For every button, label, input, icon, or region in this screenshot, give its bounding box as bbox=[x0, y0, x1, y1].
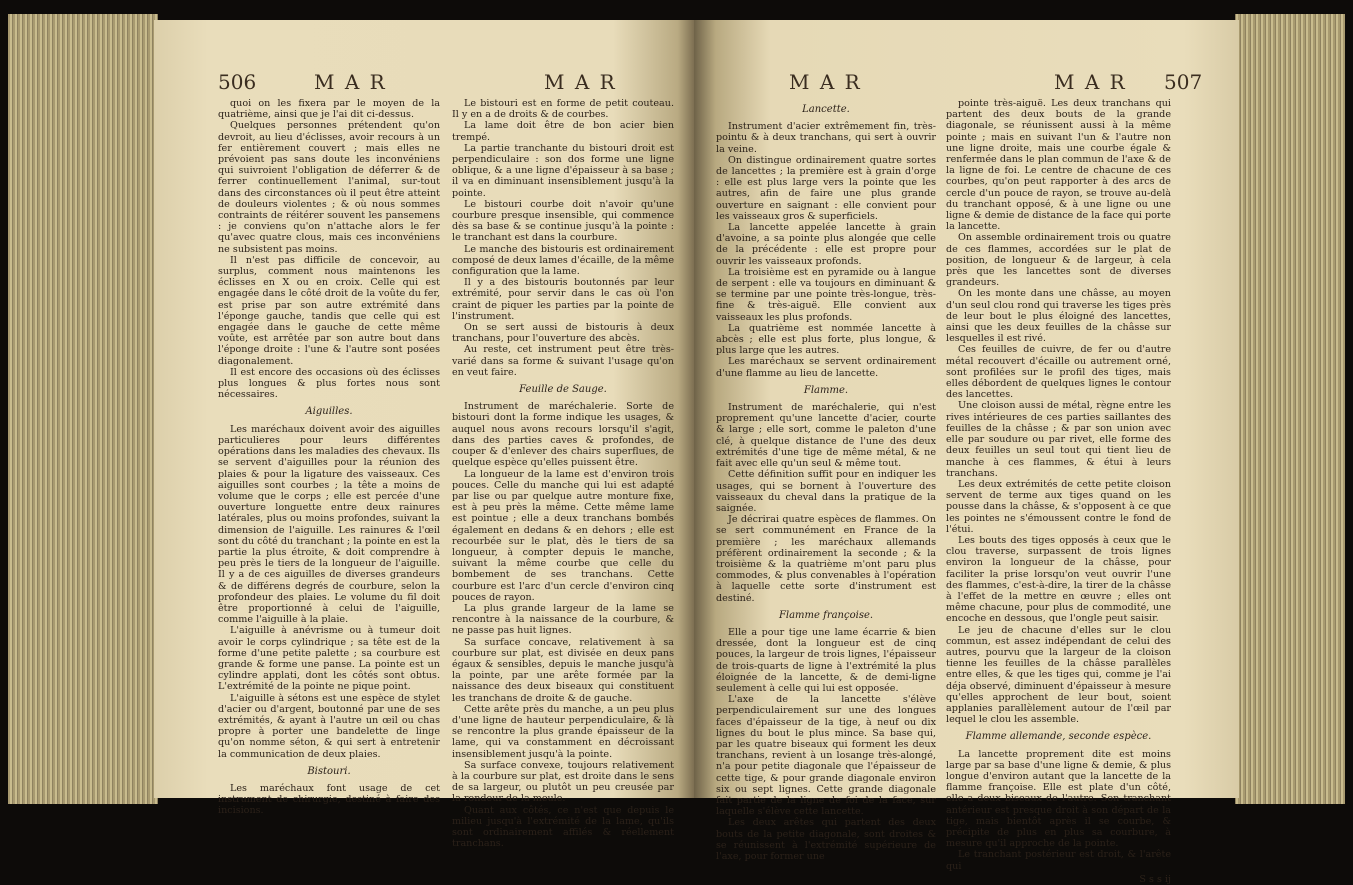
paragraph: Sa surface concave, relativement à sa courbure sur plat, est divisée en deux pans égaux & sensibles, depuis le manche jusqu'à la pointe, par une arête formée par la naissance des deux biseaux qui constituent les tranchans de droite & de gauche. bbox=[452, 636, 674, 704]
page-number-right: 507 bbox=[1164, 70, 1203, 94]
running-head-right-1: M A R bbox=[789, 70, 862, 94]
paragraph: Instrument de maréchalerie, qui n'est proprement qu'une lancette d'acier, courte & large ; elle sort, comme le paleton d'une clé, à quelque distance de l'une des deux extrémités d'une tige de même métal, & ne fait avec elle qu'un seul & même tout. bbox=[716, 402, 936, 470]
paragraph: quoi on les fixera par le moyen de la quatrième, ainsi que je l'ai dit ci-dessus. bbox=[218, 98, 440, 121]
left-page bbox=[154, 20, 694, 850]
paragraph: Les maréchaux doivent avoir des aiguilles particulieres pour leurs différentes opérations dans les maladies des chevaux. Ils se servent d'aiguilles pour la réunion des plaies & pour la ligature des vaisseaux. Ces aiguilles sont courbes ; la tête a moins de volume que le corps ; elle est percée d'une ouverture longuette entre deux rainures latérales, plus ou moins profondes, suivant la dimension de l'aiguille. Les rainures & l'œil sont du côté du tranchant ; la pointe en est la partie la plus étroite, & doit comprendre à peu près le tiers de la longueur de l'aiguille. Il y a de ces aiguilles de diverses grandeurs & de différens degrés de courbure, selon la profondeur des plaies. Le volume du fil doit être proportionné à celui de l'aiguille, comme l'aiguille à la plaie. bbox=[218, 423, 441, 626]
running-head-left-2: M A R bbox=[544, 70, 617, 94]
running-head-right-2: M A R bbox=[1054, 70, 1127, 94]
page-stack-right bbox=[1235, 14, 1345, 804]
paragraph: L'axe de la lancette s'élève perpendiculairement sur une des longues faces d'épaisseur de la tige, à neuf ou dix lignes du bout le plus mince. Sa base qui, par les quatre biseaux qui forment les deux tranchans, revient à un losange très-alongé, n'a pour petite diagonale que l'épaisseur de cette tige, & pour grande diagonale environ six ou sept lignes. Cette grande diagonale fait partie de la ligne de foi de la face, sur laquelle s'élève cette lancette. bbox=[716, 694, 936, 818]
paragraph: On distingue ordinairement quatre sortes de lancettes ; la première est à grain d'orge : elle est plus large vers la pointe que les autres, afin de faire une plus grande ouverture en saignant : elle convient pour les vaisseaux gros & superficiels. bbox=[716, 154, 936, 222]
section-heading: Aiguilles. bbox=[305, 406, 353, 418]
paragraph: Les maréchaux font usage de cet instrument de chirurgie, destiné à faire des incisions. bbox=[218, 782, 440, 817]
paragraph: Instrument d'acier extrêmement fin, très-pointu & à deux tranchans, qui sert à ouvrir la veine. bbox=[716, 121, 936, 155]
paragraph: On assemble ordinairement trois ou quatre de ces flammes, accordées sur le plat de position, de longueur & de largeur, à cela près que les lancettes sont de diverses grandeurs. bbox=[946, 232, 1171, 289]
paragraph: La lame doit être de bon acier bien trempé. bbox=[452, 120, 674, 143]
paragraph: Ces feuilles de cuivre, de fer ou d'autre métal recouvert d'écaille ou autrement orné, sont profilées sur le profil des tiges, mais elles débordent de quelques lignes le contour des lancettes. bbox=[946, 344, 1171, 401]
paragraph: Les deux arêtes qui partent des deux bouts de la petite diagonale, sont droites & se réunissent à l'extrémité supérieure de l'axe, pour former une bbox=[716, 817, 936, 862]
paragraph: La partie tranchante du bistouri droit est perpendiculaire : son dos forme une ligne oblique, & a une ligne d'épaisseur à sa base ; il va en diminuant insensiblement jusqu'à la pointe. bbox=[452, 142, 674, 199]
right-page bbox=[694, 20, 1239, 885]
paragraph: L'aiguille à anévrisme ou à tumeur doit avoir le corps cylindrique ; sa tête est de la forme d'une petite palette ; sa courbure est grande & forme une panse. La pointe est un cylindre applati, dont les côtés sont obtus. L'extrémité de la pointe ne pique point. bbox=[218, 625, 440, 693]
paragraph: La lancette appelée lancette à grain d'avoine, a sa pointe plus alongée que celle de la précédente : elle est propre pour ouvrir les vaisseaux profonds. bbox=[716, 222, 936, 267]
paragraph: Quant aux côtés, ce n'est que depuis le milieu jusqu'à l'extrémité de la lame, qu'ils sont ordinairement affilés & réellement tranchans. bbox=[452, 804, 674, 850]
right-column-1 bbox=[716, 98, 936, 862]
paragraph: On les monte dans une châsse, au moyen d'un seul clou rond qui traverse les tiges près de leur bout le plus éloigné des lancettes, ainsi que les deux feuilles de la châsse sur lesquelles il est rivé. bbox=[946, 288, 1171, 345]
paragraph: La plus grande largeur de la lame se rencontre à la naissance de la courbure, & ne passe pas huit lignes. bbox=[452, 602, 674, 637]
paragraph: Le bistouri courbe doit n'avoir qu'une courbure presque insensible, qui commence dès sa base & se continue jusqu'à la pointe : le tranchant est dans la courbure. bbox=[452, 198, 674, 244]
paragraph: La lancette proprement dite est moins large par sa base d'une ligne & demie, & plus longue d'environ autant que la lancette de la flamme françoise. Elle est plate d'un côté, elle a deux biseaux de l'autre. Son tranchant antérieur est presque droit à son départ de la tige, mais bientôt après il se courbe, & précipite de plus en plus sa courbure, à mesure qu'il approche de la pointe. bbox=[946, 748, 1171, 850]
right-column-2 bbox=[946, 98, 1171, 885]
paragraph: La troisième est en pyramide ou à langue de serpent : elle va toujours en diminuant & se termine par une pointe très-longue, très-fine & très-aiguë. Elle convient aux vaisseaux les plus profonds. bbox=[716, 266, 936, 323]
paragraph: L'aiguille à sétons est une espèce de stylet d'acier ou d'argent, boutonné par une de ses extrémités, & ayant à l'autre un œil ou chas propre à porter une bandelette de linge qu'on nomme séton, & qui sert à entretenir la communication de deux plaies. bbox=[218, 692, 440, 760]
signature-mark: S s s ij bbox=[1139, 873, 1171, 885]
page-number-left: 506 bbox=[218, 70, 257, 94]
paragraph: pointe très-aiguë. Les deux tranchans qui partent des deux bouts de la grande diagonale, se réunissent aussi à la même pointe ; mais en suivant l'un & l'autre non une ligne droite, mais une courbe égale & renfermée dans le plan commun de l'axe & de la ligne de foi. Le centre de chacune de ces courbes, qu'on peut rapporter à des arcs de cercle d'un pouce de rayon, se trouve au-delà du tranchant opposé, & à une ligne ou une ligne & demie de distance de la face qui porte la lancette. bbox=[946, 98, 1171, 233]
paragraph: Les bouts des tiges opposés à ceux que le clou traverse, surpassent de trois lignes environ la longueur de la châsse, pour faciliter la prise lorsqu'on veut ouvrir l'une des flammes, c'est-à-dire, la tirer de la châsse à l'effet de la mettre en œuvre ; elles ont même chacune, pour plus de commodité, une encoche en dessous, que l'ongle peut saisir. bbox=[946, 534, 1171, 625]
paragraph: Elle a pour tige une lame écarrie & bien dressée, dont la longueur est de cinq pouces, la largeur de trois lignes, l'épaisseur de trois-quarts de ligne à l'extrémité la plus éloignée de la lancette, & de demi-ligne seulement à celle qui lui est opposée. bbox=[716, 626, 936, 694]
paragraph: Instrument de maréchalerie. Sorte de bistouri dont la forme indique les usages, & auquel nous avons recours lorsqu'il s'agit, dans des parties caves & profondes, de couper & d'enlever des chairs superflues, de quelque espèce qu'elles puissent être. bbox=[452, 401, 674, 469]
paragraph: Le bistouri est en forme de petit couteau. Il y en a de droits & de courbes. bbox=[452, 98, 674, 121]
paragraph: Le jeu de chacune d'elles sur le clou commun, est assez indépendant de celui des autres, pourvu que la largeur de la cloison tienne les feuilles de la châsse parallèles entre elles, & que les tiges qui, comme je l'ai déja observé, diminuent d'épaisseur à mesure qu'elles approchent de leur bout, soient applanies parallèlement autour de l'œil par lequel le clou les assemble. bbox=[946, 624, 1171, 726]
paragraph: Cette définition suffit pour en indiquer les usages, qui se bornent à l'ouverture des vaisseaux du cheval dans la pratique de la saignée. bbox=[716, 469, 936, 514]
running-head-left-1: M A R bbox=[314, 70, 387, 94]
section-heading: Bistouri. bbox=[307, 765, 351, 777]
section-heading: Flamme. bbox=[803, 384, 849, 396]
section-heading: Flamme françoise. bbox=[778, 609, 874, 621]
paragraph: Une cloison aussi de métal, règne entre les rives intérieures de ces parties saillantes des feuilles de la châsse ; & par son union avec elle par soudure ou par rivet, elle forme des deux feuilles un seul tout qui tient lieu de manche à ces flammes, & étui à leurs tranchans. bbox=[946, 400, 1171, 479]
paragraph: Quelques personnes prétendent qu'on devroit, au lieu d'éclisses, avoir recours à un fer entièrement couvert ; mais elles ne prévoient pas sans doute les inconvéniens qui suivroient l'obligation de déferrer & de ferrer continuellement l'animal, sur-tout dans des circonstances où il peut être atteint de douleurs violentes ; & où nous sommes contraints de réitérer souvent les pansemens : je conviens qu'on n'attache alors le fer qu'avec quatre clous, mais ces inconvéniens ne subsistent pas moins. bbox=[218, 120, 440, 255]
paragraph: Au reste, cet instrument peut être très-varié dans sa forme & suivant l'usage qu'on en veut faire. bbox=[452, 344, 674, 378]
paragraph: Il n'est pas difficile de concevoir, au surplus, comment nous maintenons les éclisses en X ou en croix. Celle qui est engagée dans le côté droit de la voûte du fer, est prise par son autre extrémité dans l'éponge gauche, tandis que celle qui est engagée dans le gauche de cette même voûte, est arrêtée par son autre bout dans l'éponge droite : l'une & l'autre sont posées diagonalement. bbox=[218, 254, 440, 367]
paragraph: Sa surface convexe, toujours relativement à la courbure sur plat, est droite dans le sens de sa largeur, ou plutôt un peu creusée par la rondeur de la meule. bbox=[452, 759, 674, 805]
paragraph: La quatrième est nommée lancette à abcès ; elle est plus forte, plus longue, & plus large que les autres. bbox=[716, 322, 936, 357]
paragraph: La longueur de la lame est d'environ trois pouces. Celle du manche qui lui est adapté par lise ou par quelque autre monture fixe, est à peu près la même. Cette même lame est pointue ; elle a deux tranchans bombés également en dedans & en dehors ; elle est recourbée sur le plat, dès le tiers de sa longueur, à compter depuis le manche, suivant la même courbe que celle du bombement de ses tranchans. Cette courbure est l'arc d'un cercle d'environ cinq pouces de rayon. bbox=[452, 468, 674, 603]
book bbox=[8, 14, 1345, 885]
paragraph: Le manche des bistouris est ordinairement composé de deux lames d'écaille, de la même configuration que la lame. bbox=[452, 243, 674, 278]
section-heading: Feuille de Sauge. bbox=[519, 384, 607, 396]
paragraph: Les deux extrémités de cette petite cloison servent de terme aux tiges quand on les pousse dans la châsse, & s'opposent à ce que les pointes ne s'émoussent contre le fond de l'étui. bbox=[946, 478, 1171, 535]
paragraph: On se sert aussi de bistouris à deux tranchans, pour l'ouverture des abcès. bbox=[452, 322, 674, 345]
page-stack-left bbox=[8, 14, 158, 804]
section-heading: Lancette. bbox=[802, 104, 850, 115]
paragraph: Il y a des bistouris boutonnés par leur extrémité, pour servir dans le cas où l'on craint de piquer les parties par la pointe de l'instrument. bbox=[452, 277, 674, 322]
paragraph: Cette arête près du manche, a un peu plus d'une ligne de hauteur perpendiculaire, & là se rencontre la plus grande épaisseur de la lame, qui va constamment en décroissant insensiblement jusqu'à la pointe. bbox=[452, 703, 674, 760]
section-heading: Flamme allemande, seconde espèce. bbox=[965, 731, 1152, 743]
left-column-1 bbox=[218, 98, 440, 817]
paragraph: Il est encore des occasions où des éclisses plus longues & plus fortes nous sont nécessaires. bbox=[218, 366, 440, 401]
paragraph: Je décrirai quatre espèces de flammes. On se sert communément en France de la première ; les maréchaux allemands préfèrent ordinairement la seconde ; & la troisième & la quatrième m'ont paru plus commodes, & plus convenables à l'opération à laquelle cette sorte d'instrument est destiné. bbox=[716, 514, 936, 604]
paragraph: Le tranchant postérieur est droit, & l'arête qui bbox=[946, 849, 1171, 872]
paragraph: Les maréchaux se servent ordinairement d'une flamme au lieu de lancette. bbox=[716, 356, 936, 379]
left-column-2 bbox=[452, 98, 674, 849]
